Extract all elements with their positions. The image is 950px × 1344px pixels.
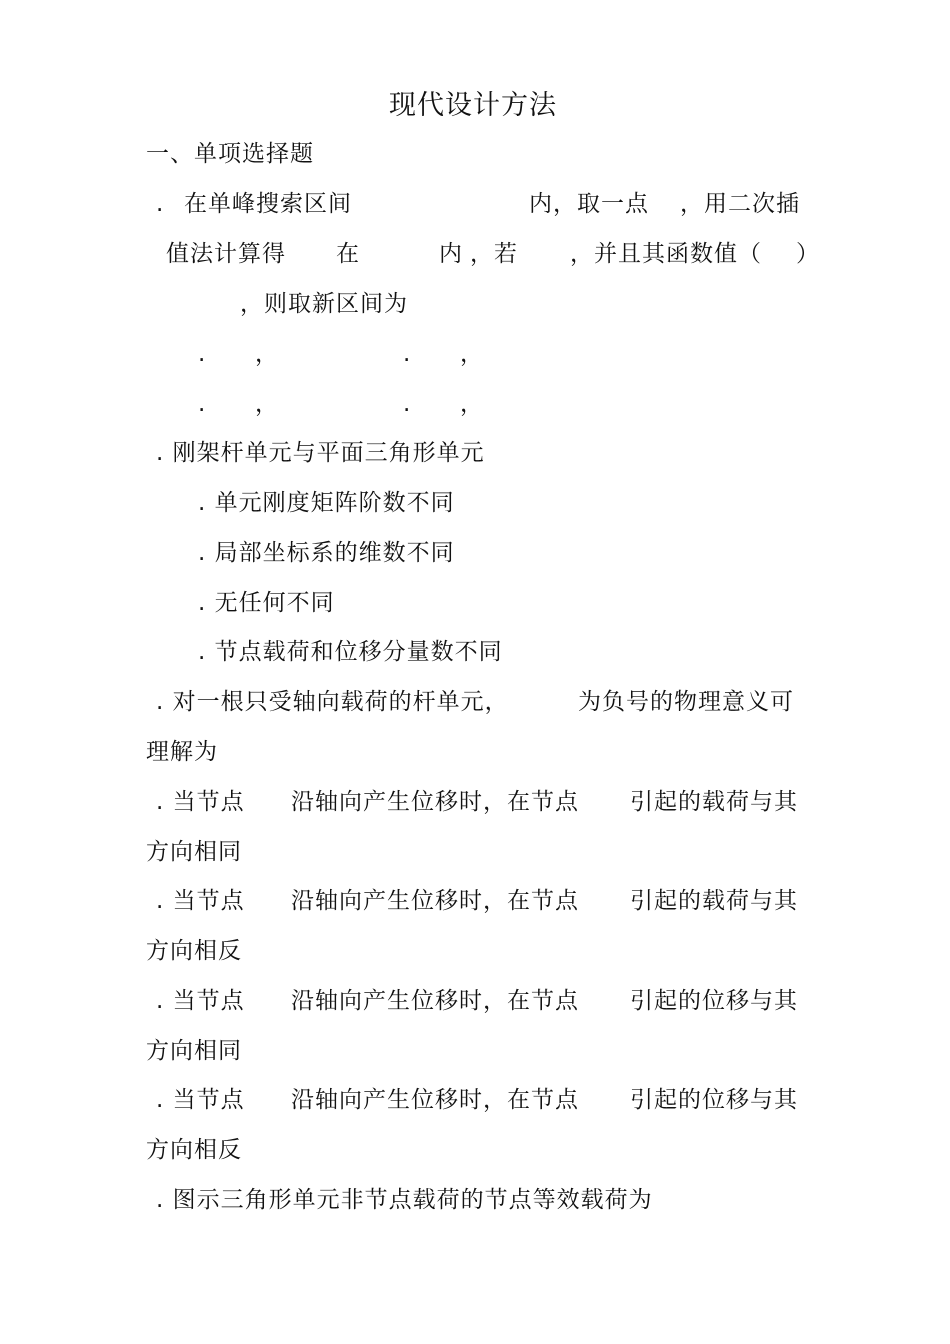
q1-text-c: ，用二次插 [680,191,800,217]
q3-option-b: 沿轴向产生位移时，在节点 [291,888,579,914]
section-heading: 一、单项选择题 [146,141,314,167]
q4-stem: . 图示三角形单元非节点载荷的节点等效载荷为 [156,1187,653,1213]
q3-option-c: 引起的位移与其 [630,988,798,1014]
q2-option: . 无任何不同 [198,590,335,616]
q3-option-a: . 当节点 [156,888,245,914]
option-comma: ， [255,391,279,417]
q2-option: . 节点载荷和位移分量数不同 [198,639,503,665]
q3-option-d: 方向相反 [146,1137,242,1163]
q2-option: . 单元刚度矩阵阶数不同 [198,490,455,516]
q1-text-a: 在单峰搜索区间 [184,191,352,217]
q1-line2-a: 值法计算得 [166,241,286,267]
document-title: 现代设计方法 [389,90,557,121]
q3-option-a: . 当节点 [156,1087,245,1113]
option-dot: . [198,391,207,417]
option-dot: . [403,341,412,367]
q3-option-a: . 当节点 [156,988,245,1014]
q3-option-d: 方向相反 [146,938,242,964]
q3-option-a: . 当节点 [156,789,245,815]
q1-number-dot: . [156,191,165,217]
q3-option-b: 沿轴向产生位移时，在节点 [291,1087,579,1113]
q1-line2-c: 内 [439,241,463,267]
option-comma: ， [460,341,484,367]
q2-option: . 局部坐标系的维数不同 [198,540,455,566]
q1-line3: ，则取新区间为 [240,291,408,317]
q1-line2-f: ） [796,241,820,267]
q3-option-c: 引起的载荷与其 [630,789,798,815]
q3-option-c: 引起的载荷与其 [630,888,798,914]
q3-option-b: 沿轴向产生位移时，在节点 [291,988,579,1014]
option-dot: . [403,391,412,417]
q3-option-c: 引起的位移与其 [630,1087,798,1113]
q3-option-d: 方向相同 [146,839,242,865]
q1-line2-e: ，并且其函数值（ [570,241,762,267]
q3-stem-b: 为负号的物理意义可 [578,689,794,715]
q1-line2-d: ，若 [470,241,518,267]
q1-text-b: 内，取一点 [529,191,649,217]
q1-line2-b: 在 [336,241,360,267]
q3-option-d: 方向相同 [146,1038,242,1064]
option-comma: ， [460,391,484,417]
q3-stem-c: 理解为 [146,739,218,765]
q2-stem: . 刚架杆单元与平面三角形单元 [156,440,485,466]
option-comma: ， [255,341,279,367]
q3-stem-a: . 对一根只受轴向载荷的杆单元， [156,689,509,715]
option-dot: . [198,341,207,367]
q3-option-b: 沿轴向产生位移时，在节点 [291,789,579,815]
